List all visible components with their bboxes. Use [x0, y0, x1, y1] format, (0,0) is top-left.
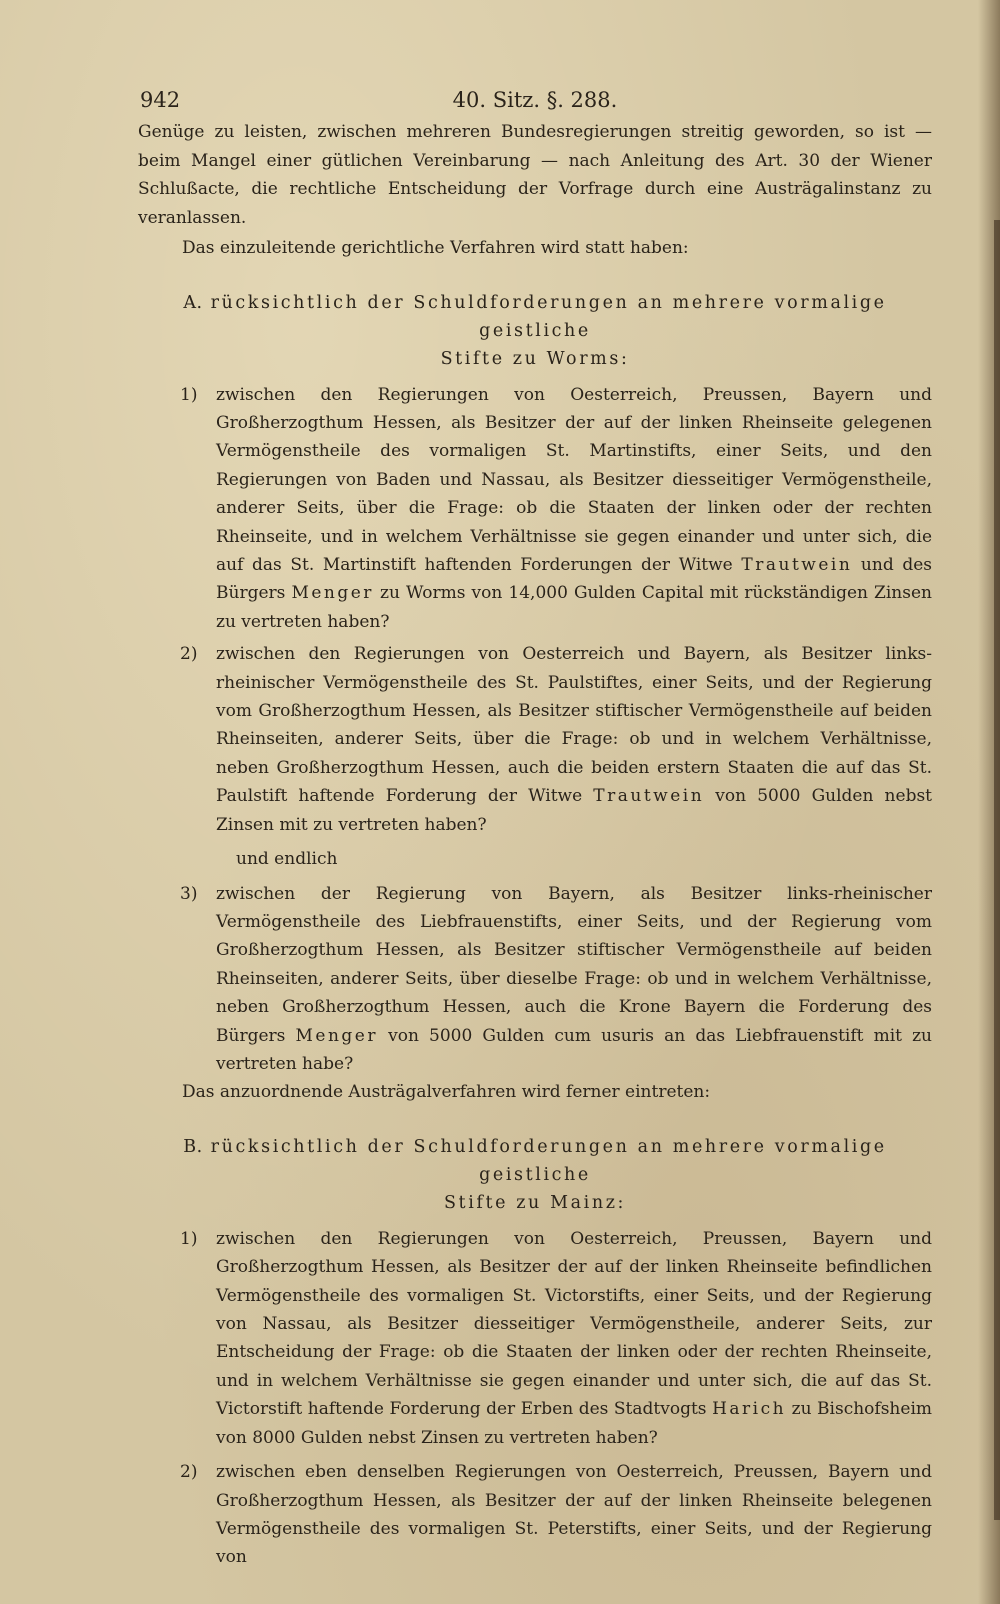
- section-heading-a-line1: rücksichtlich der Schuldforderungen an mehrere vormalige geistliche: [210, 292, 887, 341]
- item-text: zu Bischofsheim von 8000 Gulden nebst Zinsen zu vertreten haben?: [216, 1399, 932, 1448]
- section-label-b: B.: [183, 1136, 203, 1157]
- list-item-b1: [138, 1225, 932, 1452]
- page-number: 942: [140, 88, 181, 112]
- list-item-a2: [138, 640, 932, 839]
- item-text: zu Worms von 14,000 Gulden Capital mit rückständigen Zinsen zu vertreten haben?: [216, 583, 932, 632]
- intro-paragraph: Genüge zu leisten, zwischen mehreren Bundesregierungen streitig geworden, so ist — beim Mangel einer gütlichen Vereinbarung — nach Anleitung des Art. 30 der Wiener Schlußacte, die rechtliche Entscheidung der Vorfrage durch eine Austrägalinstanz zu veranlassen.: [138, 122, 932, 228]
- item-text: von 5000 Gulden cum usuris an das Liebfrauenstift mit zu vertreten habe?: [216, 1025, 933, 1074]
- document-page: [138, 88, 932, 1572]
- item-number: 3): [180, 883, 198, 904]
- item-text: zwischen der Regierung von Bayern, als Besitzer links-rheinischer Vermögenstheile des Liebfrauenstifts, einer Seits, und der Regierung vom Großherzogthum Hessen, als Besitzer stiftischer Vermögenstheile auf beiden Rheinseiten, anderer Seits, über dieselbe Frage: ob und in welchem Verhältnisse, neben Großherzogthum Hessen, auch die Krone Bayern die Forderung des Bürgers: [216, 883, 932, 1046]
- running-header: [138, 88, 932, 118]
- list-item-a1: [138, 381, 932, 637]
- spacer: [138, 1107, 932, 1125]
- section-heading-b: [138, 1133, 932, 1217]
- item-text: und des Bürgers: [216, 554, 933, 604]
- item-text: von 5000 Gulden nebst Zinsen mit zu vertreten haben?: [216, 786, 933, 835]
- spaced-name: Trautwein: [741, 554, 853, 575]
- lead-paragraph-b: Das anzuordnende Austrägalverfahren wird ferner eintreten:: [182, 1082, 711, 1103]
- item-text: zwischen den Regierungen von Oesterreich, Preussen, Bayern und Großherzogthum Hessen, als Besitzer der auf der linken Rheinseite befindlichen Vermögenstheile des vormaligen St. Victorstifts, einer Seits, und der Regierung von Nassau, als Besitzer diesseitiger Vermögenstheile, anderer Seits, zur Entscheidung der Frage: ob die Staaten der linken oder der rechten Rheinseite, und in welchem Verhältnisse sie gegen einander und unter sich, die auf das St. Victorstift haftende Forderung der Erben des Stadtvogts: [216, 1228, 932, 1420]
- item-text: zwischen den Regierungen von Oesterreich und Bayern, als Besitzer links-rheinischer Vermögenstheile des St. Paulstiftes, einer Seits, und der Regierung vom Großherzogthum Hessen, als Besitzer stiftischer Vermögenstheile auf beiden Rheinseiten, anderer Seits, über die Frage: ob und in welchem Verhältnisse, neben Großherzogthum Hessen, auch die beiden erstern Staaten die auf das St. Paulstift haftende Forderung der Witwe: [216, 644, 932, 807]
- lead-paragraph-a: Das einzuleitende gerichtliche Verfahren wird statt haben:: [182, 238, 689, 258]
- spaced-name: Trautwein: [593, 786, 705, 807]
- section-heading-a: [138, 289, 932, 373]
- item-number: 1): [180, 384, 198, 405]
- section-heading-b-line1: rücksichtlich der Schuldforderungen an mehrere vormalige geistliche: [210, 1136, 887, 1185]
- spaced-name: Harich: [712, 1399, 787, 1420]
- item-text: zwischen eben denselben Regierungen von Oesterreich, Preussen, Bayern und Großherzogthum Hessen, als Besitzer der auf der linken Rheinseite belegenen Vermögenstheile des vormaligen St. Peterstifts, einer Seits, und der Regierung von: [216, 1462, 932, 1568]
- running-title: 40. Sitz. §. 288.: [452, 88, 618, 112]
- section-label-a: A.: [183, 292, 203, 313]
- section-heading-a-line2: Stifte zu Worms:: [440, 348, 630, 369]
- spaced-name: Menger: [291, 583, 374, 604]
- item-text: zwischen den Regierungen von Oesterreich, Preussen, Bayern und Großherzogthum Hessen, als Besitzer der auf der linken Rheinseite gelegenen Vermögenstheile des vormaligen St. Martinstifts, einer Seits, und den Regierungen von Baden und Nassau, als Besitzer diesseitiger Vermögenstheile, anderer Seits, über die Frage: ob die Staaten der linken oder der rechten Rheinseite, und in welchem Verhältnisse sie gegen einander und unter sich, die auf das St. Martinstift haftenden Forderungen der Witwe: [216, 384, 932, 575]
- und-endlich: und endlich: [236, 849, 338, 869]
- list-item-b2: [138, 1458, 932, 1572]
- spaced-name: Menger: [295, 1025, 378, 1046]
- section-heading-b-line2: Stifte zu Mainz:: [443, 1192, 627, 1213]
- book-spine-edge: [994, 220, 1000, 1520]
- item-number: 2): [180, 1462, 198, 1483]
- item-number: 1): [180, 1228, 198, 1249]
- spacer: [138, 263, 932, 281]
- item-number: 2): [180, 644, 198, 665]
- list-item-a3: [138, 880, 932, 1079]
